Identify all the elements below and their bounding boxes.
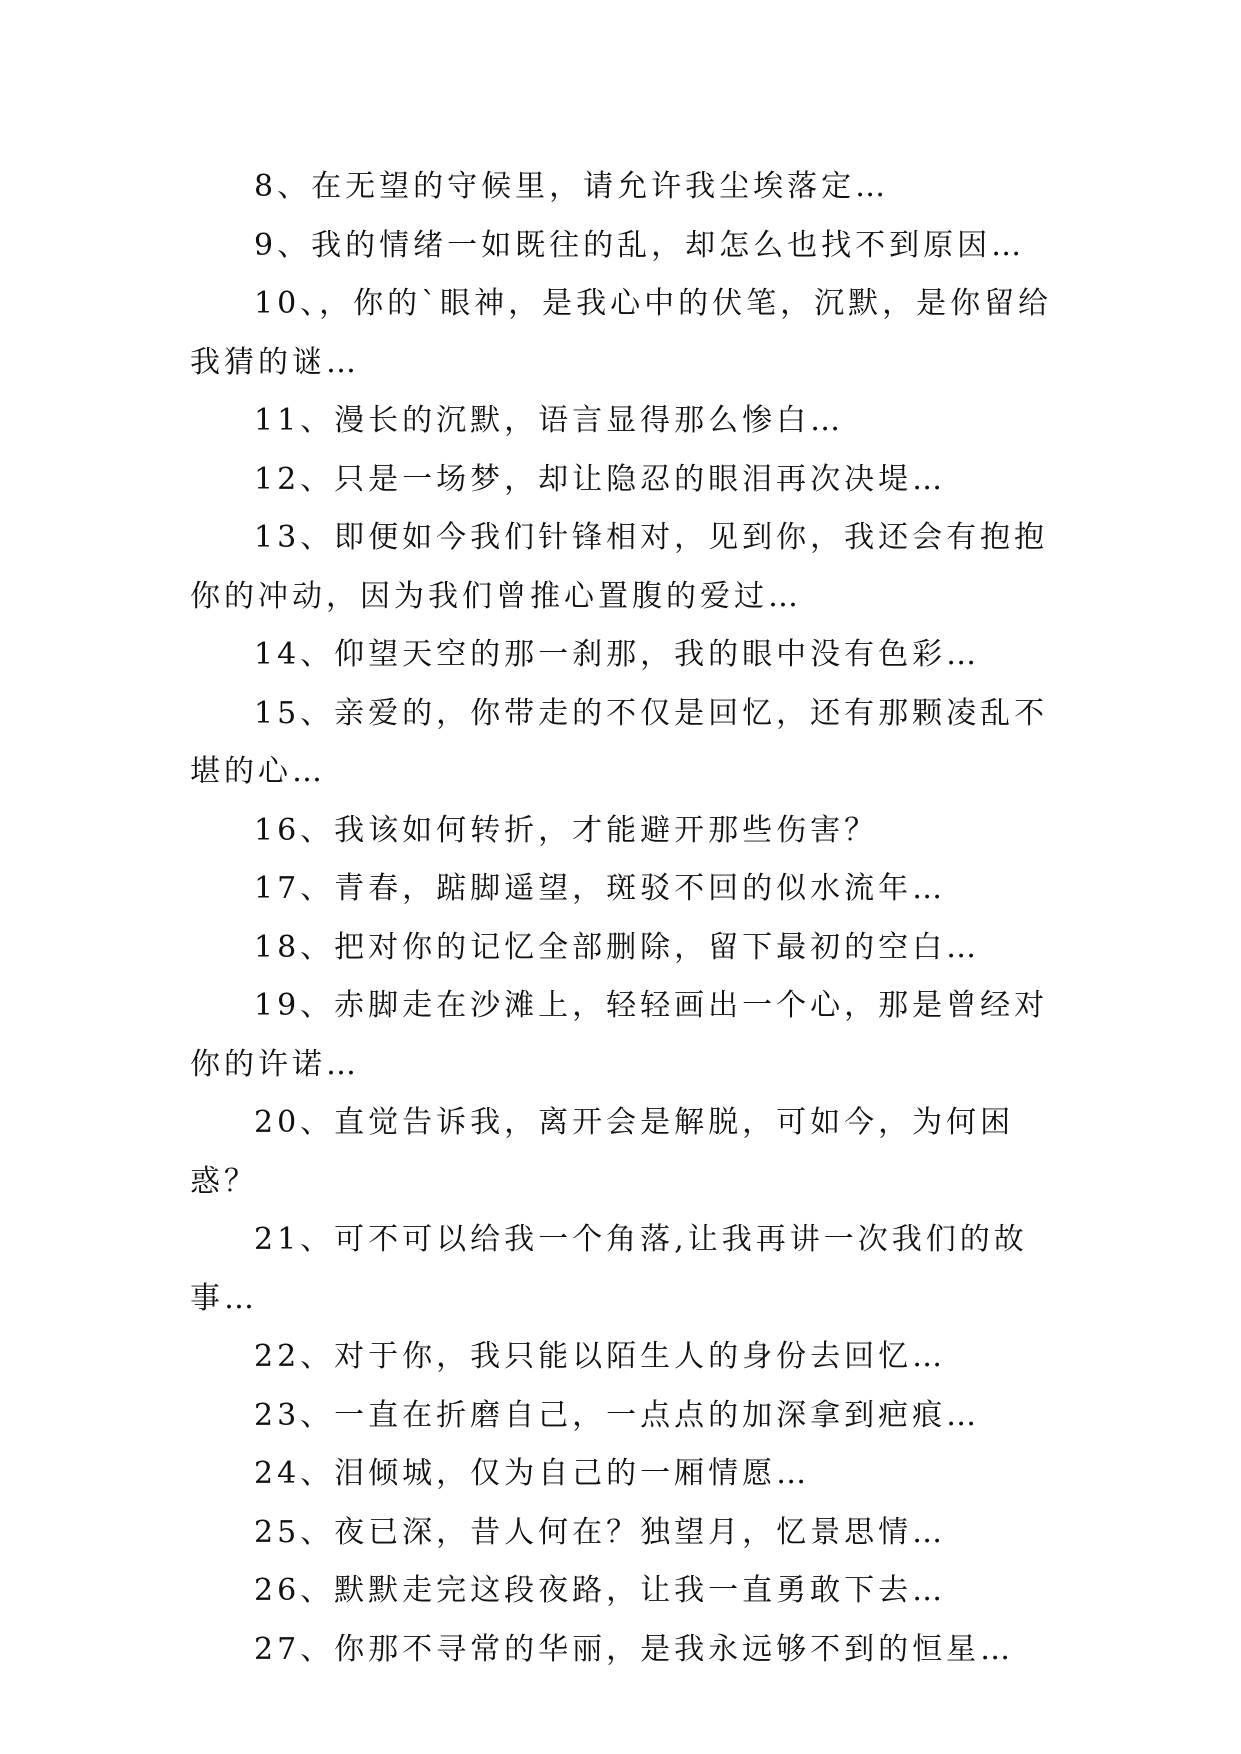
quote-19: 19、赤脚走在沙滩上，轻轻画出一个心，那是曾经对你的许诺… bbox=[190, 988, 1049, 1082]
quote-25: 25、夜已深，昔人何在？独望月，忆景思情… bbox=[254, 1514, 947, 1550]
quote-27: 27、你那不寻常的华丽，是我永远够不到的恒星… bbox=[254, 1631, 1015, 1667]
quote-18: 18、把对你的记忆全部删除，留下最初的空白… bbox=[254, 929, 981, 965]
quote-16: 16、我该如何转折，才能避开那些伤害？ bbox=[254, 812, 879, 848]
quote-20: 20、直觉告诉我，离开会是解脱，可如今，为何困惑？ bbox=[190, 1105, 1015, 1199]
quote-23: 23、一直在折磨自己，一点点的加深拿到疤痕… bbox=[254, 1397, 981, 1433]
quote-13: 13、即便如今我们针锋相对，见到你，我还会有抱抱你的冲动，因为我们曾推心置腹的爱过… bbox=[190, 520, 1049, 614]
quote-11: 11、漫长的沉默，语言显得那么惨白… bbox=[254, 403, 845, 438]
quote-17: 17、青春，踮脚遥望，斑驳不回的似水流年… bbox=[254, 871, 947, 906]
quote-15: 15、亲爱的，你带走的不仅是回忆，还有那颗凌乱不堪的心… bbox=[190, 695, 1049, 789]
quote-list bbox=[190, 158, 1070, 1679]
quote-21: 21、可不可以给我一个角落,让我再讲一次我们的故事… bbox=[190, 1222, 1028, 1316]
quote-9: 9、我的情绪一如既往的乱，却怎么也找不到原因… bbox=[254, 227, 1026, 263]
quote-10: 10、，你的`眼神，是我心中的伏笔，沉默，是你留给我猜的谜… bbox=[190, 286, 1053, 380]
quote-14: 14、仰望天空的那一刹那，我的眼中没有色彩… bbox=[254, 637, 981, 672]
quote-24: 24、泪倾城，仅为自己的一厢情愿… bbox=[254, 1456, 811, 1491]
quote-26: 26、默默走完这段夜路，让我一直勇敢下去… bbox=[254, 1573, 947, 1608]
quote-22: 22、对于你，我只能以陌生人的身份去回忆… bbox=[254, 1339, 947, 1374]
quote-8: 8、在无望的守候里，请允许我尘埃落定… bbox=[254, 169, 890, 204]
quote-12: 12、只是一场梦，却让隐忍的眼泪再次决堤… bbox=[254, 461, 947, 497]
